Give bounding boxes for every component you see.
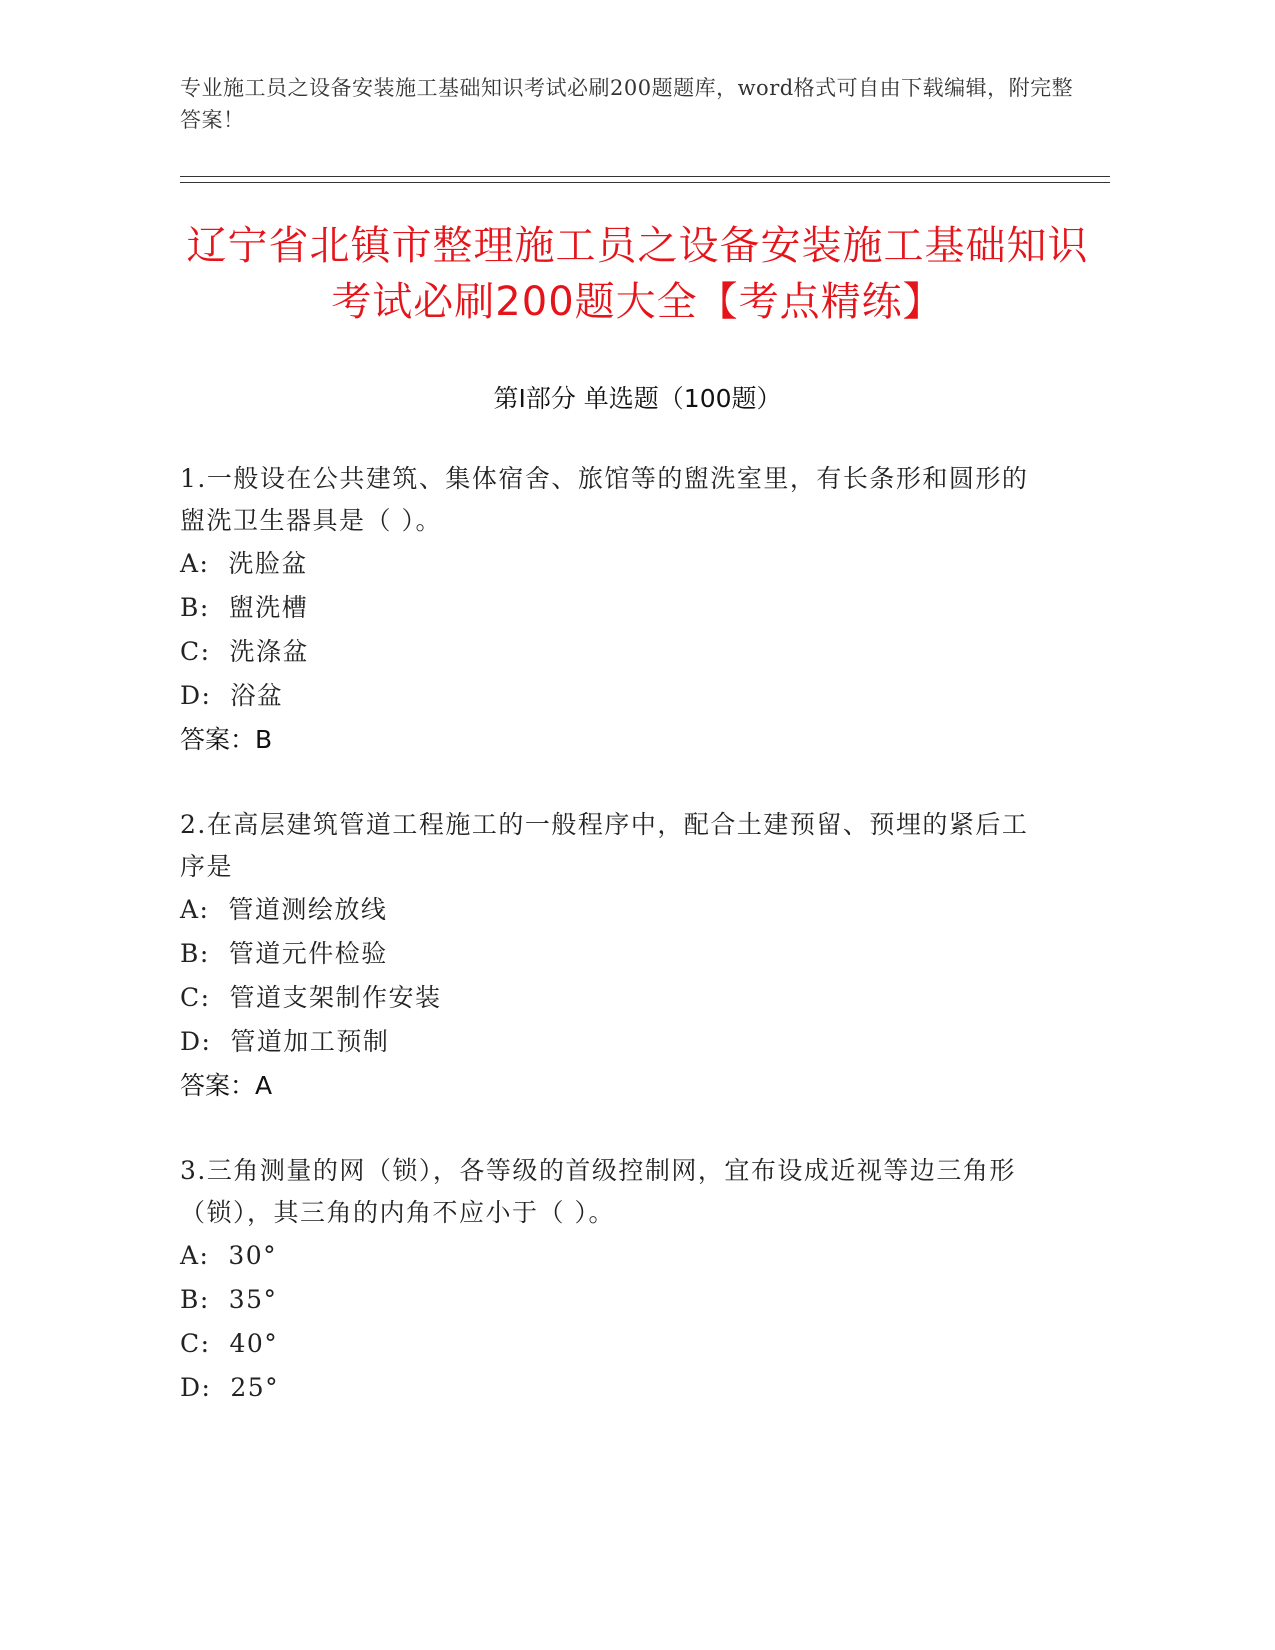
answer-line: 答案：B	[180, 725, 273, 754]
header-divider-thick	[180, 176, 1110, 177]
header-note: 专业施工员之设备安装施工基础知识考试必刷200题题库，word格式可自由下载编辑，附完整答案！	[180, 76, 1074, 132]
option-d: D: 浴盆	[180, 681, 284, 710]
option-a: A: 管道测绘放线	[180, 895, 388, 924]
question-stem: 1.一般设在公共建筑、集体宿舍、旅馆等的盥洗室里，有长条形和圆形的盥洗卫生器具是（ ）。	[180, 464, 1029, 535]
option-d: D: 25°	[180, 1373, 280, 1402]
header-divider-thin	[180, 182, 1110, 183]
section-title: 第Ⅰ部分 单选题（100题）	[493, 384, 782, 413]
option-a: A: 30°	[180, 1241, 278, 1270]
answer-line: 答案：A	[180, 1071, 273, 1100]
question-list	[180, 458, 1040, 1452]
question-stem: 3.三角测量的网（锁），各等级的首级控制网，宜布设成近视等边三角形（锁），其三角的内角不应小于（ ）。	[180, 1156, 1016, 1227]
option-b: B: 管道元件检验	[180, 939, 388, 968]
document-title: 辽宁省北镇市整理施工员之设备安装施工基础知识考试必刷200题大全【考点精练】	[186, 223, 1089, 325]
option-c: C: 洗涤盆	[180, 637, 309, 666]
option-c: C: 40°	[180, 1329, 279, 1358]
question-stem: 2.在高层建筑管道工程施工的一般程序中，配合土建预留、预埋的紧后工序是	[180, 810, 1029, 881]
question-2	[180, 804, 1040, 1108]
option-b: B: 35°	[180, 1285, 278, 1314]
question-3	[180, 1150, 1040, 1410]
option-b: B: 盥洗槽	[180, 593, 309, 622]
option-c: C: 管道支架制作安装	[180, 983, 442, 1012]
option-a: A: 洗脸盆	[180, 549, 308, 578]
question-1	[180, 458, 1040, 762]
option-d: D: 管道加工预制	[180, 1027, 390, 1056]
